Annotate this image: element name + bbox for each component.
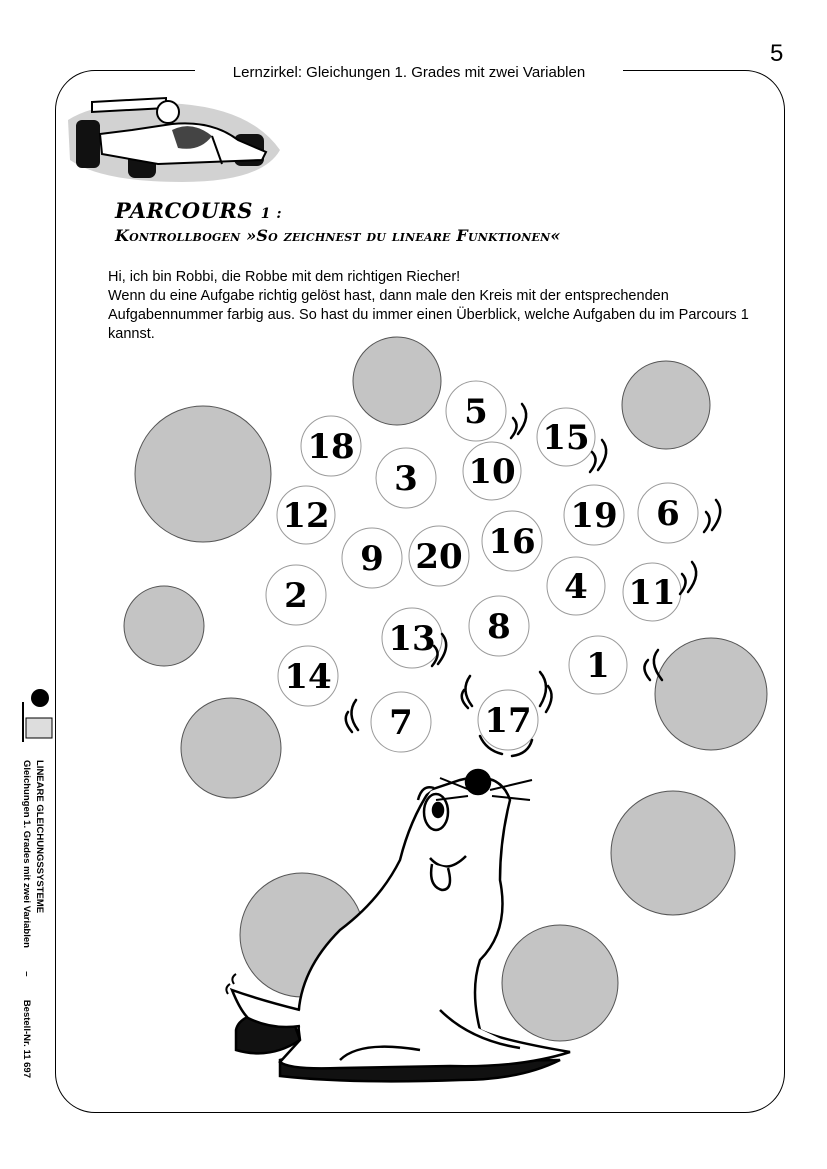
task-ball-number: 11 — [628, 573, 676, 613]
grey-ball — [124, 586, 204, 666]
task-ball-13[interactable] — [382, 608, 442, 668]
side-footer-dash: – — [21, 971, 32, 977]
side-footer-line-1: LINEARE GLEICHUNGSSYSTEME — [34, 760, 45, 914]
task-ball-7[interactable] — [371, 692, 431, 752]
intro-line-1: Hi, ich bin Robbi, die Robbe mit dem richtigen Riecher! — [108, 269, 461, 285]
task-ball-number: 8 — [487, 607, 511, 647]
task-ball-16[interactable] — [482, 511, 542, 571]
task-ball-18[interactable] — [301, 416, 361, 476]
task-ball-number: 2 — [284, 576, 308, 616]
task-ball-number: 5 — [464, 392, 488, 432]
task-ball-1[interactable] — [569, 636, 627, 694]
grey-ball — [135, 406, 271, 542]
page-number: 5 — [770, 40, 784, 67]
task-ball-19[interactable] — [564, 485, 624, 545]
task-ball-15[interactable] — [537, 408, 595, 466]
grey-ball — [181, 698, 281, 798]
task-ball-number: 12 — [282, 496, 330, 536]
task-ball-2[interactable] — [266, 565, 326, 625]
task-ball-number: 4 — [564, 567, 588, 607]
heading-main: PARCOURS — [115, 198, 253, 223]
grey-ball — [502, 925, 618, 1041]
task-ball-number: 20 — [415, 537, 463, 577]
task-ball-3[interactable] — [376, 448, 436, 508]
header-title: Lernzirkel: Gleichungen 1. Grades mit zwei Variablen — [195, 63, 623, 83]
task-ball-12[interactable] — [277, 486, 335, 544]
task-ball-4[interactable] — [547, 557, 605, 615]
grey-ball — [655, 638, 767, 750]
task-ball-number: 15 — [542, 418, 590, 458]
task-ball-9[interactable] — [342, 528, 402, 588]
task-ball-10[interactable] — [463, 442, 521, 500]
task-ball-17[interactable] — [478, 690, 538, 750]
grey-ball — [622, 361, 710, 449]
task-ball-number: 1 — [586, 646, 610, 686]
task-ball-8[interactable] — [469, 596, 529, 656]
task-ball-20[interactable] — [409, 526, 469, 586]
grey-ball — [611, 791, 735, 915]
task-ball-number: 18 — [307, 427, 355, 467]
task-ball-number: 9 — [360, 539, 384, 579]
grey-ball — [353, 337, 441, 425]
task-ball-number: 10 — [468, 452, 516, 492]
task-ball-number: 6 — [656, 494, 680, 534]
intro-line-2: Wenn du eine Aufgabe richtig gelöst hast, dann male den Kreis mit der entsprechenden Aufgabennummer farbig aus. So hast du immer einen Überblick, welche Aufgaben du im Parcours 1 kannst. — [108, 288, 749, 342]
task-ball-14[interactable] — [278, 646, 338, 706]
task-ball-number: 14 — [284, 657, 332, 697]
task-ball-11[interactable] — [623, 563, 681, 621]
publisher-logo — [18, 688, 54, 744]
task-ball-number: 7 — [389, 703, 413, 743]
task-ball-5[interactable] — [446, 381, 506, 441]
task-ball-number: 19 — [570, 496, 618, 536]
heading-sub: 1 : — [260, 206, 283, 222]
task-ball-number: 13 — [388, 619, 436, 659]
side-footer — [18, 760, 46, 1078]
task-ball-number: 3 — [394, 459, 418, 499]
side-footer-line-2: Gleichungen 1. Grades mit zwei Variablen — [21, 760, 32, 948]
task-ball-number: 17 — [484, 701, 532, 741]
task-ball-number: 16 — [488, 522, 536, 562]
task-ball-6[interactable] — [638, 483, 698, 543]
side-footer-order: Bestell-Nr. 11 697 — [21, 999, 32, 1078]
heading-line-2: Kontrollbogen »So zeichnest du lineare Funktionen« — [115, 226, 561, 245]
